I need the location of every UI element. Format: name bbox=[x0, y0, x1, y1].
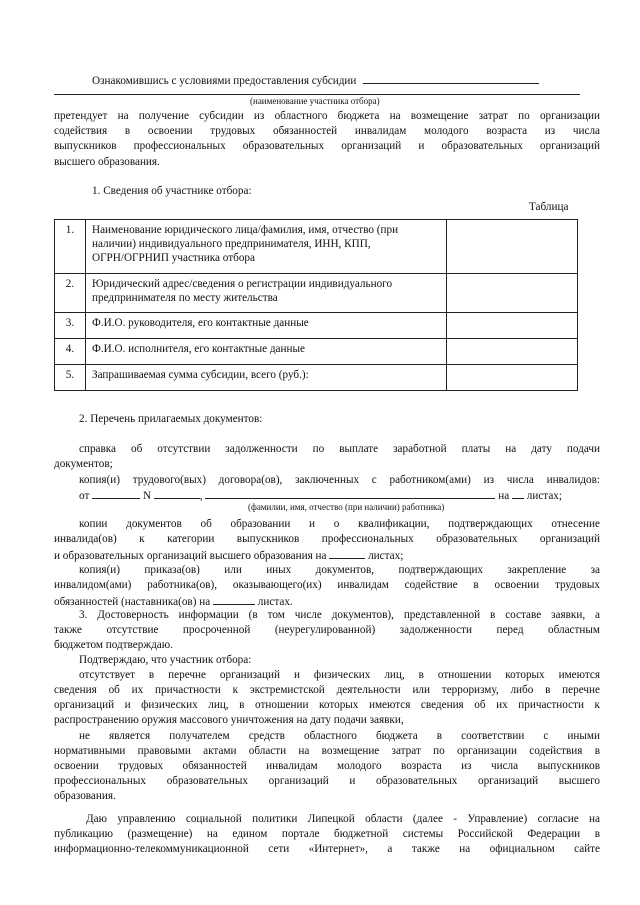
not-recipient-line-3: освоении трудовых обязанностей инвалидам молодого возраста из числа выпускников bbox=[54, 760, 600, 772]
contract-date-field[interactable] bbox=[92, 487, 140, 499]
number-label: N bbox=[142, 490, 152, 502]
contract-copy-line: копия(и) трудового(вых) договора(ов), заключенных с работником(ами) из числа инвалидов: bbox=[79, 474, 600, 486]
orders-sheets-field[interactable] bbox=[213, 593, 255, 605]
row-value-cell[interactable] bbox=[447, 220, 578, 274]
row-label-line: Запрашиваемая сумма субсидии, всего (руб.): bbox=[92, 369, 309, 381]
section3-line-2: также отсутствие просроченной (неурегулированной) задолженности перед областным bbox=[54, 624, 600, 636]
table-label: Таблица bbox=[529, 201, 569, 213]
intro-text: Ознакомившись с условиями предоставления субсидии bbox=[92, 75, 357, 87]
not-recipient-line-5: образования. bbox=[54, 790, 116, 802]
purpose-line-1: претендует на получение субсидии из областного бюджета на возмещение затрат по организации bbox=[54, 110, 600, 122]
row-number: 1. bbox=[55, 220, 86, 274]
row-label-line: Ф.И.О. исполнителя, его контактные данные bbox=[92, 343, 305, 355]
row-number: 3. bbox=[55, 313, 86, 339]
row-label-line: Наименование юридического лица/фамилия, имя, отчество (при bbox=[92, 224, 399, 236]
on-label: на bbox=[498, 490, 510, 502]
participant-caption: (наименование участника отбора) bbox=[250, 96, 380, 106]
table-row bbox=[55, 274, 578, 313]
row-label bbox=[86, 274, 447, 313]
row-value-cell[interactable] bbox=[447, 274, 578, 313]
purpose-line-3: выпускников профессиональных образовательных организаций и образовательных организаций bbox=[54, 140, 600, 152]
purpose-line-2: содействия в освоении трудовых обязанностей инвалидам молодого возраста из числа bbox=[54, 125, 600, 137]
row-label-line: предпринимателя по месту жительства bbox=[92, 292, 278, 304]
participant-name-line[interactable] bbox=[54, 94, 580, 95]
orders-copy-line-3 bbox=[54, 593, 293, 609]
intro-line bbox=[92, 72, 582, 88]
sheets-label: листах; bbox=[526, 490, 562, 502]
not-listed-line-3: организаций и физических лиц, в отношении которых имеются сведения об их причастности к bbox=[54, 699, 600, 711]
row-label-line: Ф.И.О. руководителя, его контактные данные bbox=[92, 317, 309, 329]
education-copies-line-1: копии документов об образовании и о квалификации, подтверждающих отнесение bbox=[79, 518, 600, 530]
debt-cert-line-1: справка об отсутствии задолженности по выплате заработной платы на дату подачи bbox=[79, 443, 600, 455]
not-recipient-line-4: профессиональных образовательных организаций и образовательных организаций высшего bbox=[54, 775, 600, 787]
orders-copy-text: обязанностей (наставника(ов) на bbox=[54, 596, 211, 608]
from-label: от bbox=[79, 490, 90, 502]
section3-line-1: 3. Достоверность информации (в том числе документов), представленной в составе заявки, а bbox=[79, 609, 600, 621]
education-sheets-label: листах; bbox=[368, 550, 404, 562]
row-label bbox=[86, 339, 447, 365]
section1-title: 1. Сведения об участнике отбора: bbox=[92, 185, 252, 197]
purpose-line-4: высшего образования. bbox=[54, 156, 160, 168]
not-recipient-line-2: нормативными правовыми актами области на возмещение затрат по организации содействия в bbox=[54, 745, 600, 757]
worker-caption: (фамилии, имя, отчество (при наличии) работника) bbox=[248, 502, 445, 512]
orders-copy-line-1: копия(и) приказа(ов) или иных документов, подтверждающих закрепление за bbox=[79, 564, 600, 576]
not-listed-line-4: распространению оружия массового уничтожения на дату подачи заявки, bbox=[54, 714, 404, 726]
not-recipient-line-1: не является получателем средств областного бюджета в соответствии с иными bbox=[79, 730, 600, 742]
not-listed-line-1: отсутствует в перечне организаций и физических лиц, в отношении которых имеются bbox=[79, 669, 600, 681]
row-value-cell[interactable] bbox=[447, 365, 578, 391]
debt-cert-line-2: документов; bbox=[54, 458, 113, 470]
participant-info-table bbox=[54, 219, 578, 391]
consent-line-3: информационно-телекоммуникационной сети «Интернет», а также на официальном сайте bbox=[54, 843, 600, 855]
subsidy-blank-field[interactable] bbox=[363, 72, 539, 84]
row-number: 5. bbox=[55, 365, 86, 391]
confirm-title: Подтверждаю, что участник отбора: bbox=[79, 654, 252, 666]
education-copies-line-3 bbox=[54, 547, 403, 563]
row-number: 2. bbox=[55, 274, 86, 313]
row-label-line: наличии) индивидуального предпринимателя, ИНН, КПП, bbox=[92, 238, 371, 250]
row-label-line: ОГРН/ОГРНИП участника отбора bbox=[92, 252, 255, 264]
education-copies-text: и образовательных организаций высшего образования на bbox=[54, 550, 327, 562]
orders-sheets-label: листах. bbox=[257, 596, 293, 608]
row-value-cell[interactable] bbox=[447, 313, 578, 339]
section2-title: 2. Перечень прилагаемых документов: bbox=[79, 413, 263, 425]
orders-copy-line-2: инвалидом(ами) работника(ов), оказывающего(их) инвалидам содействие в освоении трудовых bbox=[54, 579, 600, 591]
table-row bbox=[55, 339, 578, 365]
row-label bbox=[86, 220, 447, 274]
row-number: 4. bbox=[55, 339, 86, 365]
worker-name-field[interactable] bbox=[205, 487, 495, 499]
table-row bbox=[55, 313, 578, 339]
section3-line-3: бюджетом подтверждаю. bbox=[54, 639, 173, 651]
contract-details-line: от N , на листах; bbox=[79, 487, 579, 503]
row-label bbox=[86, 365, 447, 391]
row-value-cell[interactable] bbox=[447, 339, 578, 365]
consent-line-1: Даю управлению социальной политики Липецкой области (далее - Управление) согласие на bbox=[86, 813, 600, 825]
row-label-line: Юридический адрес/сведения о регистрации индивидуального bbox=[92, 278, 393, 290]
table-row bbox=[55, 220, 578, 274]
consent-line-2: публикацию (размещение) на едином портале бюджетной системы Российской Федерации в bbox=[54, 828, 600, 840]
education-copies-line-2: инвалида(ов) к категории выпускников профессиональных образовательных организаций bbox=[54, 533, 600, 545]
contract-number-field[interactable] bbox=[154, 487, 200, 499]
table-row bbox=[55, 365, 578, 391]
education-sheets-field[interactable] bbox=[329, 547, 365, 559]
row-label bbox=[86, 313, 447, 339]
contract-sheets-field[interactable] bbox=[512, 487, 524, 499]
not-listed-line-2: сведения об их причастности к экстремистской деятельности или терроризму, либо в перечне bbox=[54, 684, 600, 696]
